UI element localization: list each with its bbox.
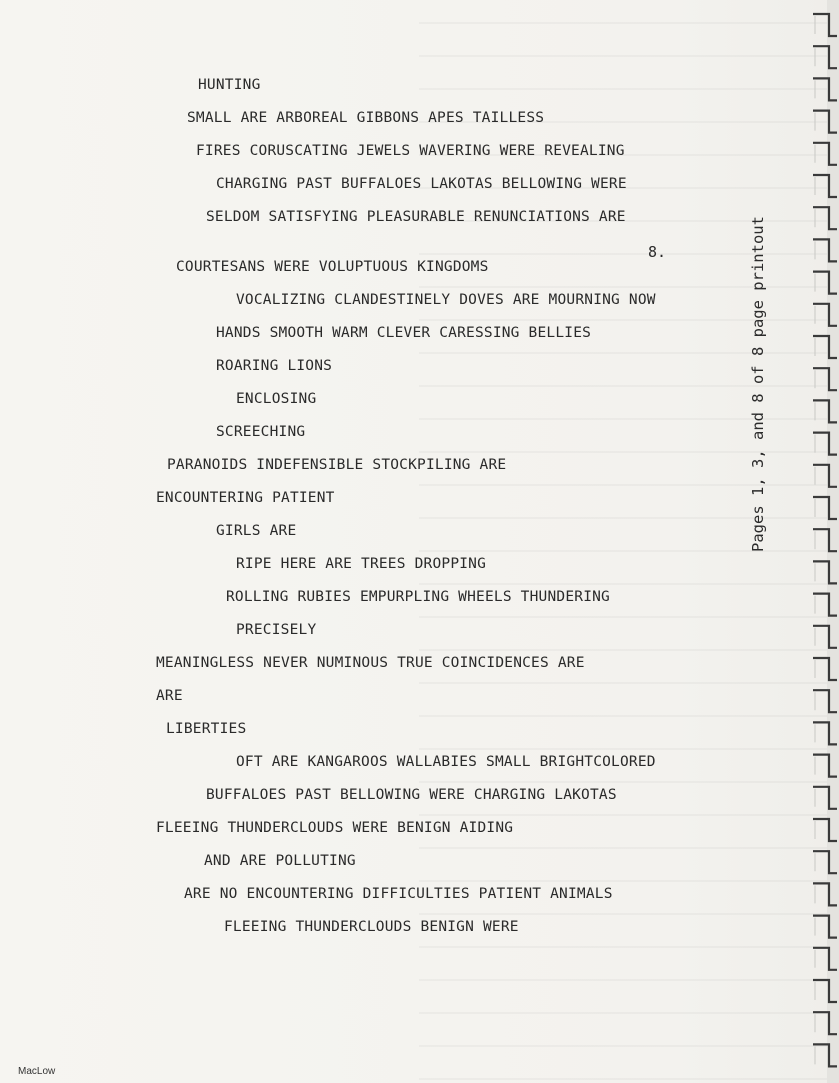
poem-line-21: OFT ARE KANGAROOS WALLABIES SMALL BRIGHTCOLORED <box>236 754 656 770</box>
poem-line-25: ARE NO ENCOUNTERING DIFFICULTIES PATIENT ANIMALS <box>184 886 613 902</box>
poem-line-3: FIRES CORUSCATING JEWELS WAVERING WERE REVEALING <box>196 143 625 159</box>
poem-line-23: FLEEING THUNDERCLOUDS WERE BENIGN AIDING <box>156 820 514 836</box>
poem-line-22: BUFFALOES PAST BELLOWING WERE CHARGING LAKOTAS <box>206 787 617 803</box>
poem-line-16: ROLLING RUBIES EMPURPLING WHEELS THUNDERING <box>226 589 610 605</box>
poem-line-15: RIPE HERE ARE TREES DROPPING <box>236 556 487 572</box>
binding-loops-icon <box>807 0 839 1083</box>
poem-line-18: MEANINGLESS NEVER NUMINOUS TRUE COINCIDENCES ARE <box>156 655 585 671</box>
poem-line-6: COURTESANS WERE VOLUPTUOUS KINGDOMS <box>176 259 489 275</box>
printout-side-note: Pages 1, 3, and 8 of 8 page printout <box>749 216 767 552</box>
poem-line-24: AND ARE POLLUTING <box>204 853 356 869</box>
poem-line-17: PRECISELY <box>236 622 317 638</box>
poem-line-9: ROARING LIONS <box>216 358 333 374</box>
poem-line-26: FLEEING THUNDERCLOUDS BENIGN WERE <box>224 919 519 935</box>
poem-line-8: HANDS SMOOTH WARM CLEVER CARESSING BELLIES <box>216 325 592 341</box>
poem-line-13: ENCOUNTERING PATIENT <box>156 490 335 506</box>
spiral-binding <box>807 0 839 1083</box>
footer-author-label: MacLow <box>18 1066 56 1077</box>
poem-line-7: VOCALIZING CLANDESTINELY DOVES ARE MOURNING NOW <box>236 292 656 308</box>
poem-line-11: SCREECHING <box>216 424 306 440</box>
poem-line-12: PARANOIDS INDEFENSIBLE STOCKPILING ARE <box>167 457 507 473</box>
poem-line-2: SMALL ARE ARBOREAL GIBBONS APES TAILLESS <box>187 110 545 126</box>
poem-line-14: GIRLS ARE <box>216 523 297 539</box>
poem-line-4: CHARGING PAST BUFFALOES LAKOTAS BELLOWING WERE <box>216 176 627 192</box>
poem-line-10: ENCLOSING <box>236 391 317 407</box>
poem-line-5: SELDOM SATISFYING PLEASURABLE RENUNCIATIONS ARE <box>206 209 626 225</box>
poem-line-1: HUNTING <box>198 77 261 93</box>
poem-line-19: ARE <box>156 688 183 704</box>
page-number: 8. <box>648 243 667 261</box>
poem-line-20: LIBERTIES <box>166 721 247 737</box>
